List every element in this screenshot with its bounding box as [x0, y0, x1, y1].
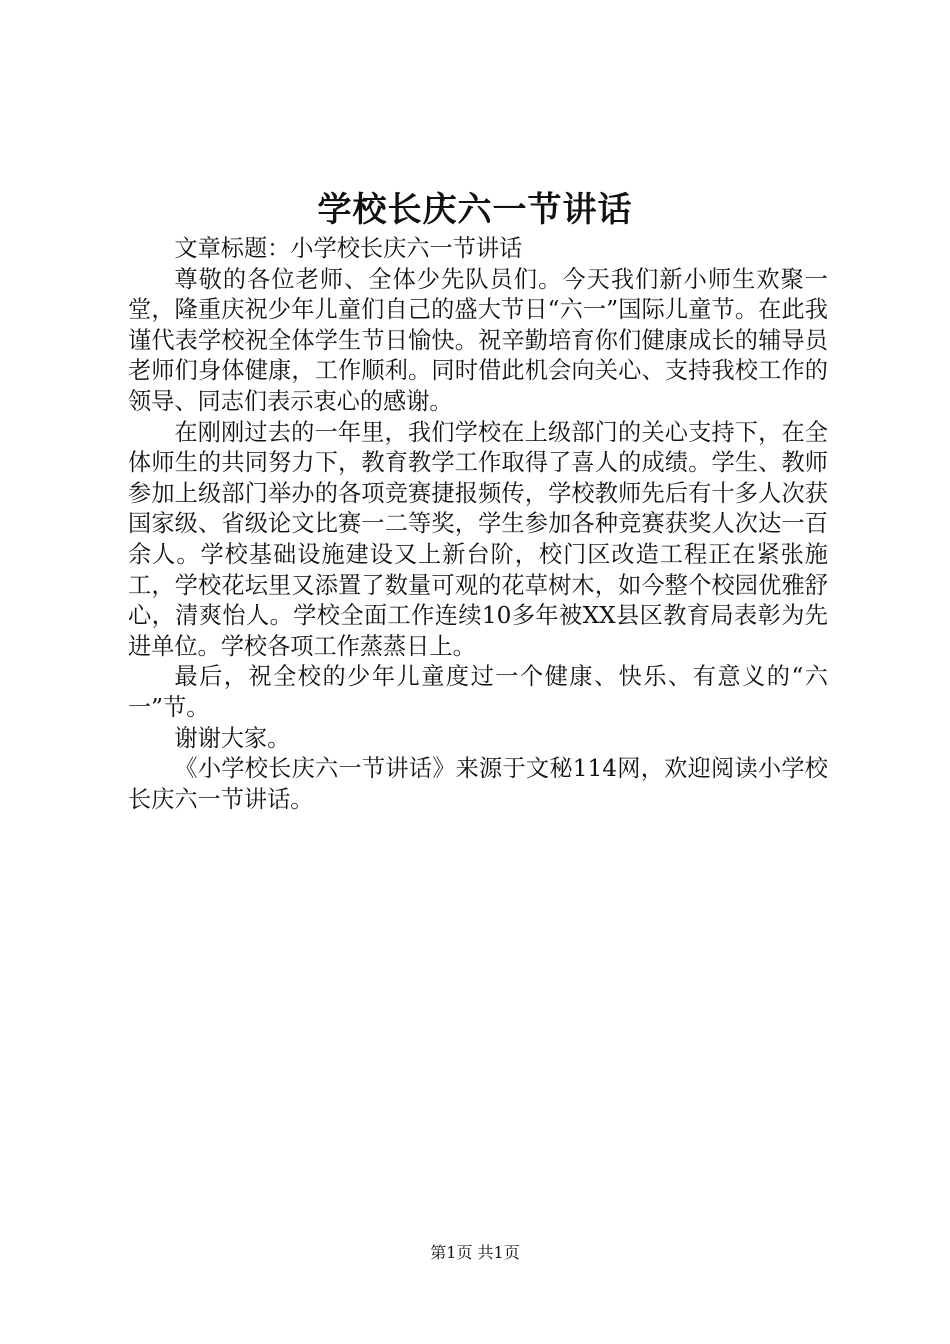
- paragraph-achievements: 在刚刚过去的一年里，我们学校在上级部门的关心支持下，在全体师生的共同努力下，教育教学工作取得了喜人的成绩。学生、教师参加上级部门举办的各项竞赛捷报频传，学校教师先后有十多人次获国家级、省级论文比赛一二等奖，学生参加各种竞赛获奖人次达一百余人。学校基础设施建设又上新台阶，校门区改造工程正在紧张施工，学校花坛里又添置了数量可观的花草树木，如今整个校园优雅舒心，清爽怡人。学校全面工作连续10多年被XX县区教育局表彰为先进单位。学校各项工作蒸蒸日上。: [128, 418, 828, 660]
- paragraph-closing-wish: 最后，祝全校的少年儿童度过一个健康、快乐、有意义的“六一”节。: [128, 663, 828, 721]
- paragraph-thanks: 谢谢大家。: [174, 724, 291, 752]
- document-body: [128, 234, 828, 815]
- paragraph-greeting: 尊敬的各位老师、全体少先队员们。今天我们新小师生欢聚一堂，隆重庆祝少年儿童们自己的盛大节日“六一”国际儿童节。在此我谨代表学校祝全体学生节日愉快。祝辛勤培育你们健康成长的辅导员老师们身体健康，工作顺利。同时借此机会向关心、支持我校工作的领导、同志们表示衷心的感谢。: [128, 265, 828, 415]
- article-title-line: 文章标题：小学校长庆六一节讲话: [174, 235, 523, 262]
- document-title: 学校长庆六一节讲话: [317, 190, 633, 230]
- paragraph-source-note: 《小学校长庆六一节讲话》来源于文秘114网，欢迎阅读小学校长庆六一节讲话。: [128, 755, 828, 813]
- page-footer: 第1页 共1页: [430, 1243, 520, 1262]
